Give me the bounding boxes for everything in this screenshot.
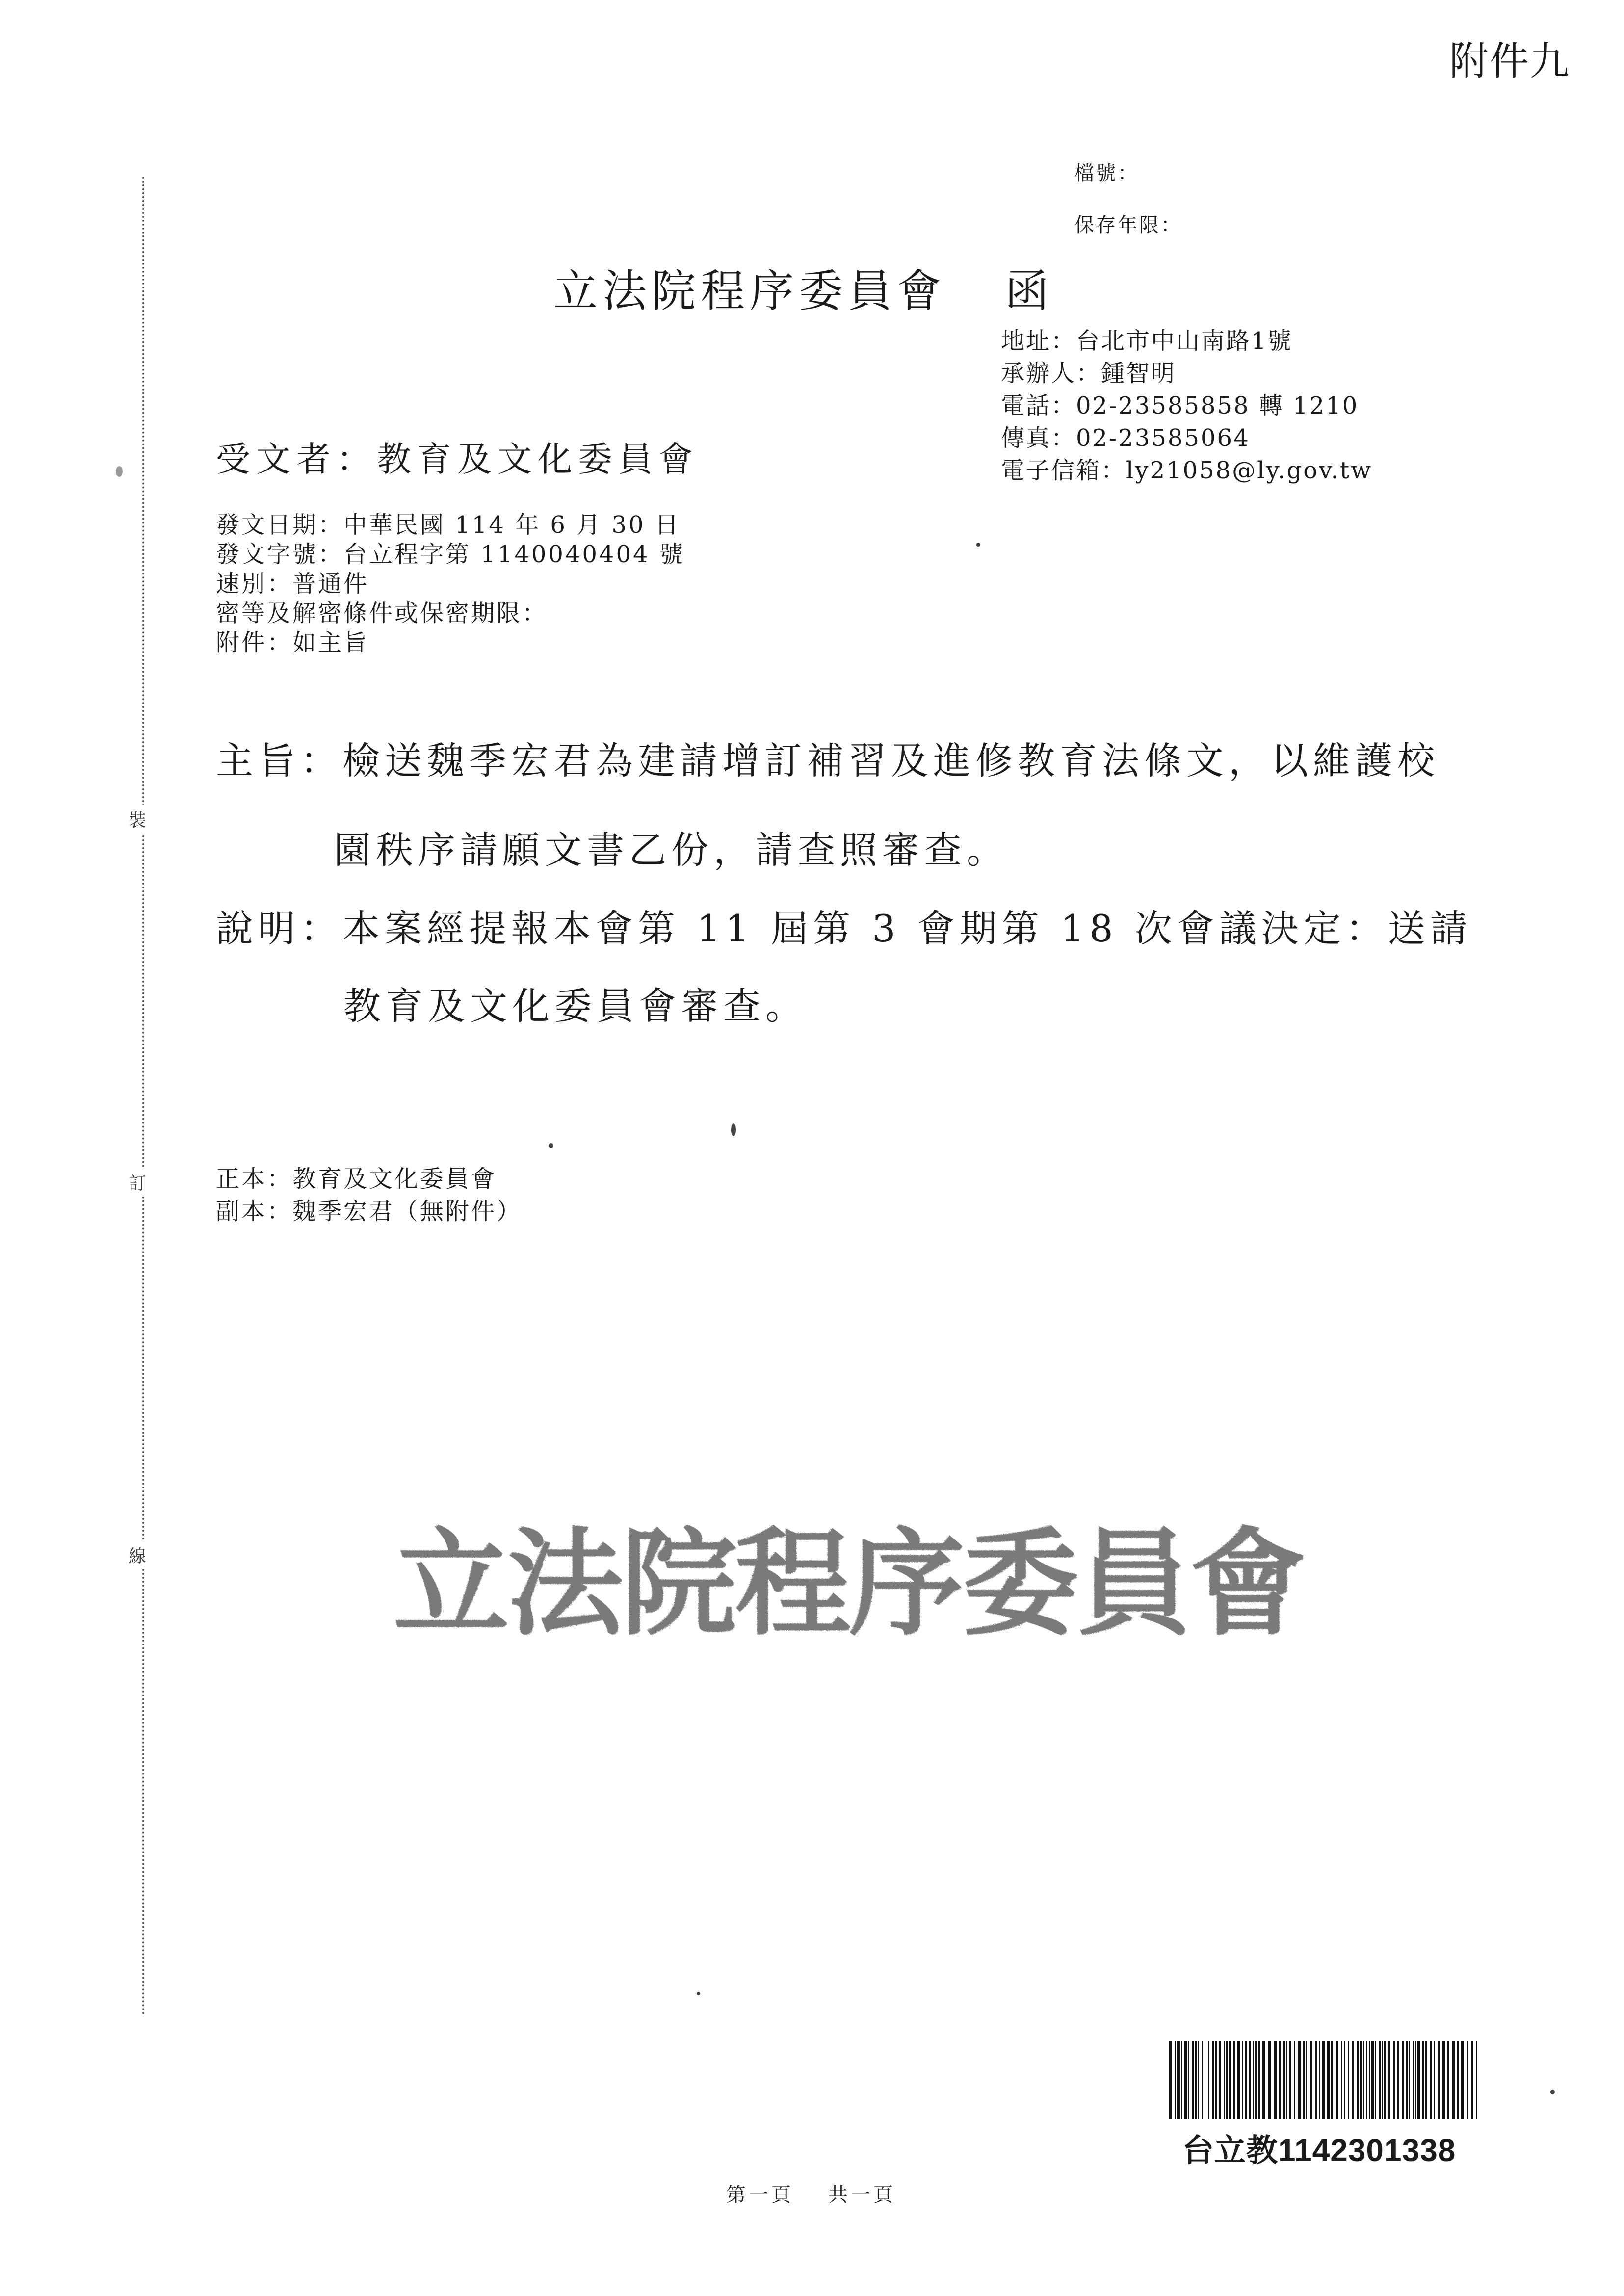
barcode-bar (1409, 2041, 1410, 2119)
barcode-bar (1274, 2041, 1277, 2119)
page-footer (726, 2179, 896, 2207)
recipient: 受文者：教育及文化委員會 (216, 439, 699, 479)
barcode-bar (1226, 2041, 1228, 2119)
barcode-bar (1237, 2041, 1240, 2119)
scan-speck (976, 543, 980, 547)
barcode-bar (1242, 2041, 1243, 2119)
barcode-bar (1255, 2041, 1257, 2119)
barcode-bar (1215, 2041, 1217, 2119)
barcode-bar (1224, 2041, 1225, 2119)
contact-email: 電子信箱：ly21058@ly.gov.tw (1001, 457, 1373, 484)
barcode-bar (1245, 2041, 1247, 2119)
barcode-bar (1341, 2041, 1342, 2119)
scan-speck (1550, 2090, 1555, 2094)
title-org: 立法院程序委員會 (553, 265, 946, 317)
attachment-label: 附件九 (1449, 38, 1570, 84)
barcode-bar (1319, 2041, 1320, 2119)
barcode-bar (1348, 2041, 1349, 2119)
barcode-bar (1303, 2041, 1305, 2119)
barcode-bar (1434, 2041, 1435, 2119)
scan-speck (116, 466, 123, 477)
distribution-block (216, 1163, 522, 1227)
binding-char-ding: 訂 (129, 1168, 146, 1197)
barcode-bar (1306, 2041, 1307, 2119)
barcode-bar (1406, 2041, 1408, 2119)
barcode-bar (1322, 2041, 1325, 2119)
barcode-bar (1461, 2041, 1464, 2119)
barcode-bar (1360, 2041, 1362, 2119)
barcode-bar (1413, 2041, 1414, 2119)
speed: 速別：普通件 (216, 570, 369, 598)
document-title (553, 255, 1054, 319)
scan-speck (549, 1143, 553, 1148)
contact-phone: 電話：02-23585858 轉 1210 (1001, 392, 1359, 419)
barcode-bar (1369, 2041, 1370, 2119)
barcode-bar (1415, 2041, 1416, 2119)
barcode-bar (1249, 2041, 1251, 2119)
barcode-bar (1375, 2041, 1376, 2119)
issue-date: 發文日期：中華民國 114 年 6 月 30 日 (216, 511, 681, 539)
barcode-bar (1393, 2041, 1395, 2119)
barcode-bar (1457, 2041, 1459, 2119)
secrecy: 密等及解密條件或保密期限： (216, 600, 548, 627)
barcode-bar (1177, 2041, 1180, 2119)
explain-line-1: 說明：本案經提報本會第 11 屆第 3 會期第 18 次會議決定：送請 (216, 907, 1472, 950)
barcode (1167, 2041, 1481, 2134)
meta-block (216, 510, 685, 657)
barcode-bar (1442, 2041, 1445, 2119)
barcode-bar (1382, 2041, 1383, 2119)
barcode-bar (1181, 2041, 1182, 2119)
footer-total: 共一頁 (828, 2184, 896, 2206)
barcode-bar (1268, 2041, 1271, 2119)
barcode-bar (1310, 2041, 1312, 2119)
barcode-bar (1253, 2041, 1254, 2119)
barcode-bar (1417, 2041, 1420, 2119)
barcode-bar (1352, 2041, 1354, 2119)
barcode-bar (1195, 2041, 1197, 2119)
explain-line-2: 教育及文化委員會審查。 (343, 984, 808, 1028)
barcode-bar (1184, 2041, 1187, 2119)
contact-fax: 傳真：02-23585064 (1001, 424, 1250, 452)
barcode-bar (1258, 2041, 1260, 2119)
title-kind: 函 (1005, 265, 1054, 317)
barcode-bar (1425, 2041, 1427, 2119)
barcode-bar (1452, 2041, 1455, 2119)
barcode-bar (1294, 2041, 1295, 2119)
barcode-bar (1219, 2041, 1221, 2119)
binding-char-xian: 線 (129, 1540, 146, 1569)
barcode-bar (1262, 2041, 1265, 2119)
barcode-bar (1169, 2041, 1172, 2119)
barcode-bar (1397, 2041, 1399, 2119)
distribution-original: 正本：教育及文化委員會 (216, 1165, 497, 1193)
barcode-bar (1430, 2041, 1432, 2119)
barcode-bar (1476, 2041, 1477, 2119)
seal-text: 立法院程序委員會 (393, 1515, 1305, 1651)
barcode-bar (1175, 2041, 1176, 2119)
barcode-text: 台立教1142301338 (1182, 2133, 1456, 2168)
barcode-bar (1438, 2041, 1440, 2119)
barcode-bar (1315, 2041, 1317, 2119)
barcode-bar (1283, 2041, 1285, 2119)
barcode-bar (1212, 2041, 1214, 2119)
barcode-bar (1447, 2041, 1449, 2119)
contact-block (1001, 325, 1372, 487)
barcode-bar (1331, 2041, 1333, 2119)
contact-address: 地址：台北市中山南路1號 (1001, 327, 1293, 355)
barcode-bar (1289, 2041, 1291, 2119)
official-seal (393, 1472, 1305, 1668)
barcode-bar (1471, 2041, 1473, 2119)
contact-handler: 承辦人：鍾智明 (1001, 360, 1177, 387)
subject-line-1: 主旨：檢送魏季宏君為建請增訂補習及進修教育法條文，以維護校 (216, 739, 1440, 783)
issue-ref: 發文字號：台立程字第 1140040404 號 (216, 541, 685, 568)
barcode-bar (1279, 2041, 1281, 2119)
barcode-bar (1202, 2041, 1203, 2119)
barcode-bar (1357, 2041, 1359, 2119)
barcode-bar (1366, 2041, 1367, 2119)
barcode-bar (1384, 2041, 1386, 2119)
retention-label: 保存年限： (1074, 214, 1182, 236)
file-number-block (1074, 147, 1182, 251)
barcode-bar (1192, 2041, 1194, 2119)
footer-page: 第一頁 (726, 2184, 794, 2206)
barcode-bar (1344, 2041, 1345, 2119)
barcode-bar (1233, 2041, 1235, 2119)
barcode-bar (1402, 2041, 1404, 2119)
barcode-bar (1371, 2041, 1374, 2119)
barcode-bar (1188, 2041, 1189, 2119)
distribution-copy: 副本：魏季宏君（無附件） (216, 1198, 523, 1225)
file-number-label: 檔號： (1074, 162, 1139, 184)
barcode-bar (1198, 2041, 1199, 2119)
scan-speck (697, 1992, 700, 1995)
subject-line-2: 園秩序請願文書乙份，請查照審查。 (334, 828, 1009, 872)
attachment: 附件：如主旨 (216, 629, 369, 656)
barcode-bar (1363, 2041, 1364, 2119)
barcode-bar (1336, 2041, 1338, 2119)
binding-line (142, 177, 144, 2016)
scan-speck (731, 1123, 736, 1136)
barcode-bar (1327, 2041, 1330, 2119)
barcode-bar (1388, 2041, 1390, 2119)
barcode-bar (1422, 2041, 1424, 2119)
barcode-bar (1286, 2041, 1287, 2119)
barcode-bar (1229, 2041, 1231, 2119)
barcode-bar (1208, 2041, 1209, 2119)
barcode-bar (1467, 2041, 1468, 2119)
barcode-bar (1298, 2041, 1301, 2119)
binding-char-zhuang: 裝 (129, 805, 146, 834)
barcode-bar (1379, 2041, 1381, 2119)
